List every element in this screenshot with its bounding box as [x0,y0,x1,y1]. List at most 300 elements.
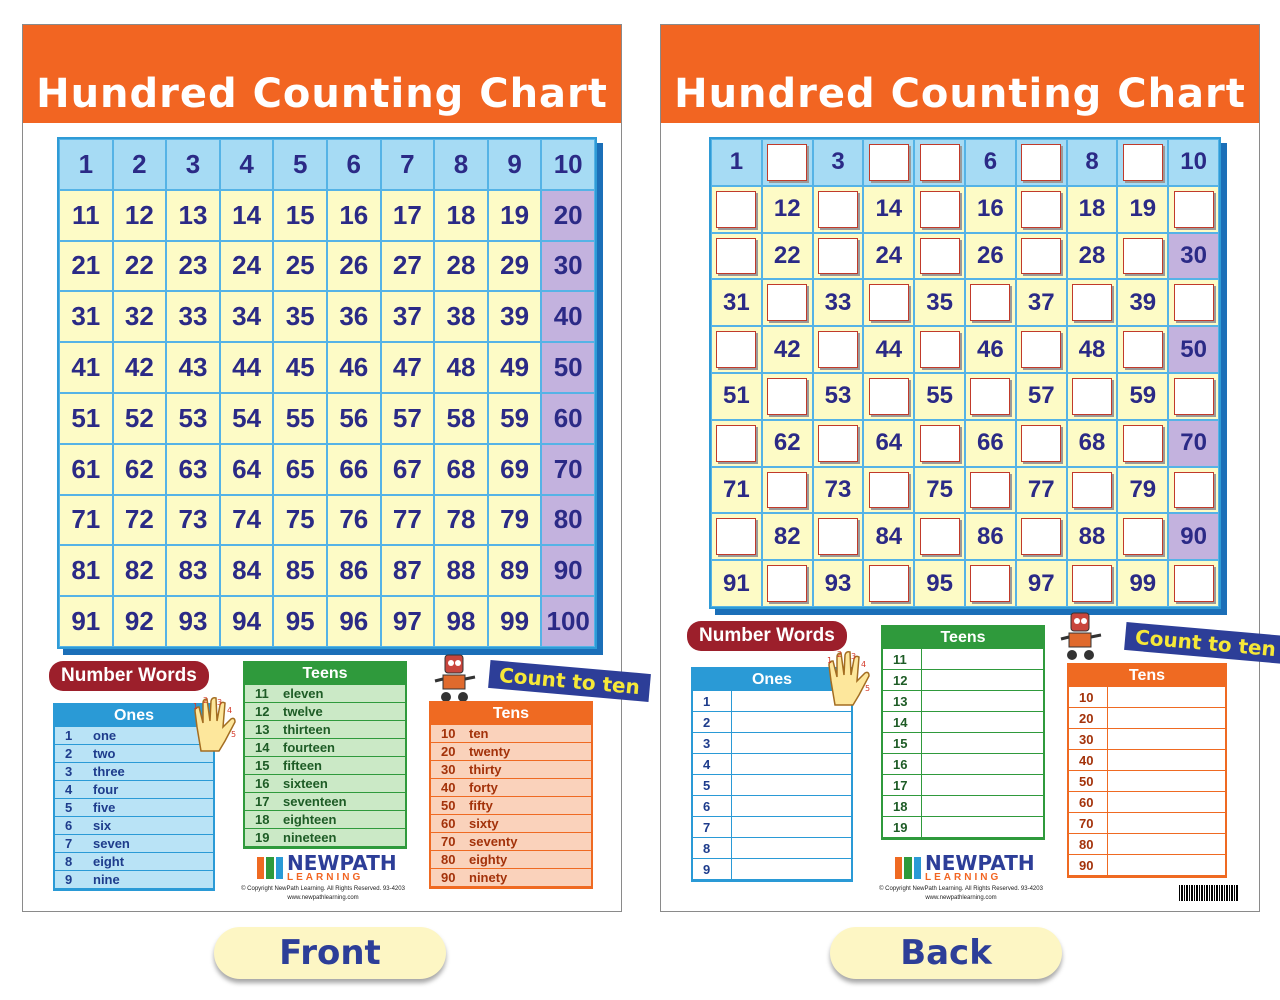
grid-cell: 93 [813,560,864,607]
grid-cell: 67 [381,444,435,495]
grid-cell: 97 [1016,560,1067,607]
logo-name: NEWPATH [925,851,1035,875]
blank-grid-cell [863,139,914,186]
row-number: 50 [441,798,456,813]
write-in-box[interactable] [920,425,960,462]
grid-cell: 14 [220,190,274,241]
row-number: 6 [703,798,711,814]
blank-grid-cell [813,326,864,373]
blank-grid-cell [914,420,965,467]
grid-cell: 54 [220,393,274,444]
row-word: sixty [469,816,499,831]
row-number: 40 [441,780,456,795]
tens-row [1069,771,1225,792]
grid-cell: 43 [166,342,220,393]
teens-table [243,661,407,849]
row-word: four [93,782,119,797]
grid-cell: 79 [488,495,542,546]
tens-table [429,701,593,889]
write-in-line[interactable] [731,712,851,732]
grid-cell: 30 [541,241,595,292]
write-in-box[interactable] [1174,472,1214,509]
write-in-line[interactable] [731,817,851,837]
tens-table [1067,663,1227,878]
write-in-box[interactable] [1021,191,1061,228]
row-word: three [93,764,125,779]
grid-cell: 24 [863,233,914,280]
write-in-box[interactable] [716,191,756,228]
write-in-box[interactable] [767,284,807,321]
row-number: 16 [255,776,270,791]
grid-cell: 59 [488,393,542,444]
teens-row [883,817,1043,838]
write-in-line[interactable] [731,796,851,816]
grid-cell: 44 [863,326,914,373]
ones-row [55,853,213,871]
grid-cell: 95 [273,596,327,647]
tens-row [431,743,591,761]
grid-cell: 38 [434,291,488,342]
teens-row [245,703,405,721]
svg-text:5: 5 [231,730,237,739]
write-in-box[interactable] [869,472,909,509]
logo-name: NEWPATH [287,851,397,875]
row-number: 90 [441,870,456,885]
ones-row [693,754,851,775]
write-in-box[interactable] [716,425,756,462]
write-in-line[interactable] [731,775,851,795]
grid-cell: 55 [273,393,327,444]
grid-cell: 57 [381,393,435,444]
grid-cell: 9 [488,139,542,190]
grid-cell: 53 [166,393,220,444]
row-word: nineteen [283,830,337,845]
grid-cell: 40 [541,291,595,342]
write-in-box[interactable] [767,472,807,509]
row-number: 2 [65,746,73,761]
row-number: 13 [893,693,908,709]
grid-cell: 86 [327,545,381,596]
write-in-box[interactable] [970,378,1010,415]
grid-cell: 34 [220,291,274,342]
grid-cell: 51 [59,393,113,444]
write-in-box[interactable] [869,284,909,321]
grid-cell: 6 [965,139,1016,186]
blank-grid-cell [1168,279,1219,326]
tens-row [1069,750,1225,771]
grid-cell: 45 [273,342,327,393]
write-in-box[interactable] [970,284,1010,321]
row-number: 11 [893,651,907,667]
tens-row [431,815,591,833]
write-in-line[interactable] [1107,771,1225,791]
logo-subtitle: LEARNING [925,872,1002,883]
teens-row [883,754,1043,775]
title-banner [23,25,621,123]
write-in-line[interactable] [731,859,851,879]
grid-cell: 91 [59,596,113,647]
row-number: 30 [441,762,456,777]
write-in-box[interactable] [920,238,960,275]
grid-cell: 41 [59,342,113,393]
grid-cell: 61 [59,444,113,495]
ones-row [693,712,851,733]
copyright-text: © Copyright NewPath Learning. All Rights Reserved. 93-4203 [241,886,405,892]
blank-grid-cell [863,467,914,514]
grid-cell: 27 [381,241,435,292]
row-word: six [93,818,112,833]
write-in-box[interactable] [1021,144,1061,181]
blank-grid-cell [711,186,762,233]
blank-grid-cell [1016,233,1067,280]
row-word: fourteen [283,740,335,755]
grid-cell: 82 [113,545,167,596]
grid-cell: 19 [488,190,542,241]
grid-cell: 16 [965,186,1016,233]
teens-row [883,691,1043,712]
grid-cell: 48 [434,342,488,393]
tens-header: Tens [431,703,591,725]
write-in-line[interactable] [1107,855,1225,875]
row-word: five [93,800,116,815]
row-number: 19 [893,819,908,835]
blank-grid-cell [762,373,813,420]
tens-row [1069,792,1225,813]
grid-cell: 19 [1117,186,1168,233]
svg-text:4: 4 [227,706,233,715]
teens-row [245,829,405,847]
row-word: one [93,728,117,743]
grid-cell: 81 [59,545,113,596]
blank-grid-cell [1117,139,1168,186]
ones-row [693,796,851,817]
row-number: 19 [255,830,270,845]
svg-text:2: 2 [203,697,209,705]
svg-text:1: 1 [193,702,199,711]
row-number: 1 [65,728,73,743]
grid-cell: 7 [381,139,435,190]
write-in-box[interactable] [1123,238,1163,275]
grid-cell: 31 [59,291,113,342]
grid-cell: 1 [711,139,762,186]
write-in-line[interactable] [1107,834,1225,854]
blank-grid-cell [1117,513,1168,560]
grid-cell: 18 [1067,186,1118,233]
grid-cell: 90 [1168,513,1219,560]
write-in-line[interactable] [921,733,1043,753]
write-in-line[interactable] [921,712,1043,732]
blank-grid-cell [863,373,914,420]
write-in-box[interactable] [920,331,960,368]
grid-cell: 20 [541,190,595,241]
write-in-line[interactable] [1107,792,1225,812]
write-in-line[interactable] [1107,750,1225,770]
grid-cell: 3 [813,139,864,186]
grid-cell: 62 [113,444,167,495]
blank-grid-cell [1117,233,1168,280]
row-word: seventy [469,834,518,849]
grid-cell: 23 [166,241,220,292]
count-to-ten-label: Count to ten [488,660,651,702]
row-number: 80 [1079,836,1094,852]
grid-cell: 39 [1117,279,1168,326]
row-word: twenty [469,744,511,759]
tens-row [431,779,591,797]
write-in-line[interactable] [921,817,1043,837]
write-in-line[interactable] [921,775,1043,795]
hundred-chart-grid [57,137,597,649]
blank-grid-cell [813,186,864,233]
grid-cell: 44 [220,342,274,393]
grid-cell: 93 [166,596,220,647]
write-in-box[interactable] [1021,425,1061,462]
write-in-box[interactable] [920,144,960,181]
write-in-box[interactable] [869,565,909,602]
teens-row [883,649,1043,670]
grid-cell: 60 [541,393,595,444]
grid-cell: 36 [327,291,381,342]
svg-text:3: 3 [851,652,857,661]
tens-row [431,851,591,869]
grid-cell: 68 [1067,420,1118,467]
write-in-box[interactable] [818,191,858,228]
write-in-box[interactable] [970,472,1010,509]
row-number: 60 [441,816,456,831]
blank-grid-cell [813,513,864,560]
svg-text:1: 1 [827,656,833,665]
grid-cell: 73 [813,467,864,514]
teens-rows [883,649,1043,838]
ones-row [55,781,213,799]
write-in-box[interactable] [767,565,807,602]
write-in-box[interactable] [1123,144,1163,181]
svg-text:4: 4 [861,660,867,669]
grid-cell: 99 [488,596,542,647]
grid-cell: 71 [59,495,113,546]
write-in-box[interactable] [716,518,756,555]
row-number: 3 [65,764,73,779]
grid-cell: 14 [863,186,914,233]
row-word: fifty [469,798,493,813]
row-number: 9 [703,861,711,877]
teens-header: Teens [245,663,405,685]
grid-cell: 39 [488,291,542,342]
write-in-box[interactable] [1072,565,1112,602]
blank-grid-cell [1067,373,1118,420]
blank-grid-cell [1117,420,1168,467]
blank-grid-cell [1016,186,1067,233]
grid-cell: 78 [434,495,488,546]
write-in-box[interactable] [767,378,807,415]
blank-grid-cell [863,279,914,326]
grid-cell: 76 [327,495,381,546]
ones-row [55,745,213,763]
grid-cell: 22 [762,233,813,280]
blank-grid-cell [1168,467,1219,514]
barcode [1179,885,1239,901]
write-in-line[interactable] [1107,729,1225,749]
teens-row [245,739,405,757]
write-in-box[interactable] [1123,518,1163,555]
write-in-box[interactable] [716,238,756,275]
write-in-box[interactable] [1174,191,1214,228]
teens-row [883,775,1043,796]
blank-grid-cell [1067,467,1118,514]
write-in-line[interactable] [1107,687,1225,707]
write-in-box[interactable] [1072,472,1112,509]
grid-cell: 37 [381,291,435,342]
write-in-line[interactable] [921,754,1043,774]
grid-cell: 77 [381,495,435,546]
teens-row [245,775,405,793]
write-in-line[interactable] [921,691,1043,711]
grid-cell: 97 [381,596,435,647]
write-in-box[interactable] [818,518,858,555]
row-number: 18 [893,798,908,814]
row-word: eleven [283,686,324,701]
tens-row [431,833,591,851]
row-number: 12 [255,704,270,719]
ones-row [55,817,213,835]
write-in-line[interactable] [731,754,851,774]
row-number: 20 [1079,710,1094,726]
teens-row [245,757,405,775]
write-in-box[interactable] [869,144,909,181]
write-in-box[interactable] [920,191,960,228]
write-in-line[interactable] [1107,708,1225,728]
ones-row [55,871,213,889]
row-number: 4 [65,782,73,797]
row-number: 18 [255,812,270,827]
number-words-label: Number Words [687,621,847,651]
write-in-line[interactable] [1107,813,1225,833]
blank-grid-cell [1067,560,1118,607]
blank-grid-cell [1016,326,1067,373]
grid-cell: 35 [914,279,965,326]
grid-cell: 79 [1117,467,1168,514]
write-in-box[interactable] [767,144,807,181]
write-in-box[interactable] [1072,284,1112,321]
front-button[interactable]: Front [214,927,446,979]
grid-cell: 66 [327,444,381,495]
teens-rows [245,685,405,847]
row-word: forty [469,780,498,795]
row-number: 5 [703,777,711,793]
row-number: 8 [703,840,711,856]
teens-header: Teens [883,627,1043,649]
row-word: twelve [283,704,323,719]
grid-cell: 77 [1016,467,1067,514]
write-in-box[interactable] [1021,238,1061,275]
grid-cell: 62 [762,420,813,467]
title-banner [661,25,1259,123]
row-word: thirty [469,762,502,777]
teens-row [245,685,405,703]
blank-grid-cell [914,513,965,560]
write-in-line[interactable] [731,733,851,753]
row-number: 17 [255,794,270,809]
write-in-line[interactable] [921,649,1043,669]
blank-grid-cell [1067,279,1118,326]
write-in-box[interactable] [818,425,858,462]
blank-grid-cell [762,560,813,607]
row-number: 60 [1079,794,1094,810]
tens-row [1069,813,1225,834]
write-in-box[interactable] [1174,284,1214,321]
grid-cell: 24 [220,241,274,292]
tens-row [1069,834,1225,855]
row-word: eight [93,854,125,869]
write-in-line[interactable] [921,796,1043,816]
row-number: 4 [703,756,711,772]
blank-grid-cell [1117,326,1168,373]
grid-cell: 50 [1168,326,1219,373]
grid-cell: 73 [166,495,220,546]
write-in-box[interactable] [920,518,960,555]
blank-grid-cell [711,420,762,467]
ones-row [693,838,851,859]
newpath-logo [895,853,1035,883]
write-in-box[interactable] [1072,378,1112,415]
row-number: 1 [703,693,711,709]
write-in-box[interactable] [1021,331,1061,368]
grid-cell: 26 [327,241,381,292]
row-number: 7 [65,836,73,851]
grid-cell: 4 [220,139,274,190]
blank-grid-cell [813,233,864,280]
write-in-box[interactable] [1123,331,1163,368]
grid-cell: 59 [1117,373,1168,420]
blank-grid-cell [711,233,762,280]
grid-cell: 96 [327,596,381,647]
write-in-line[interactable] [731,838,851,858]
write-in-box[interactable] [818,331,858,368]
row-number: 17 [893,777,908,793]
write-in-line[interactable] [921,670,1043,690]
write-in-box[interactable] [1174,378,1214,415]
blank-grid-cell [1016,139,1067,186]
write-in-box[interactable] [970,565,1010,602]
row-number: 8 [65,854,73,869]
poster-title: Hundred Counting Chart [674,71,1246,117]
blank-grid-cell [965,560,1016,607]
ones-row [55,799,213,817]
grid-cell: 70 [1168,420,1219,467]
grid-cell: 32 [113,291,167,342]
grid-cell: 65 [273,444,327,495]
write-in-box[interactable] [869,378,909,415]
write-in-box[interactable] [1021,518,1061,555]
write-in-box[interactable] [818,238,858,275]
row-word: sixteen [283,776,328,791]
row-number: 70 [1079,815,1094,831]
grid-cell: 29 [488,241,542,292]
row-number: 9 [65,872,73,887]
tens-row [1069,729,1225,750]
ones-row [55,763,213,781]
write-in-box[interactable] [1123,425,1163,462]
logo-mark-icon [895,857,921,879]
back-button[interactable]: Back [830,927,1062,979]
blank-grid-cell [762,139,813,186]
robot-icon [1059,611,1103,661]
number-words-label: Number Words [49,661,209,691]
robot-icon [433,653,477,703]
write-in-box[interactable] [1174,565,1214,602]
write-in-box[interactable] [716,331,756,368]
blank-grid-cell [711,513,762,560]
blank-grid-cell [1168,186,1219,233]
